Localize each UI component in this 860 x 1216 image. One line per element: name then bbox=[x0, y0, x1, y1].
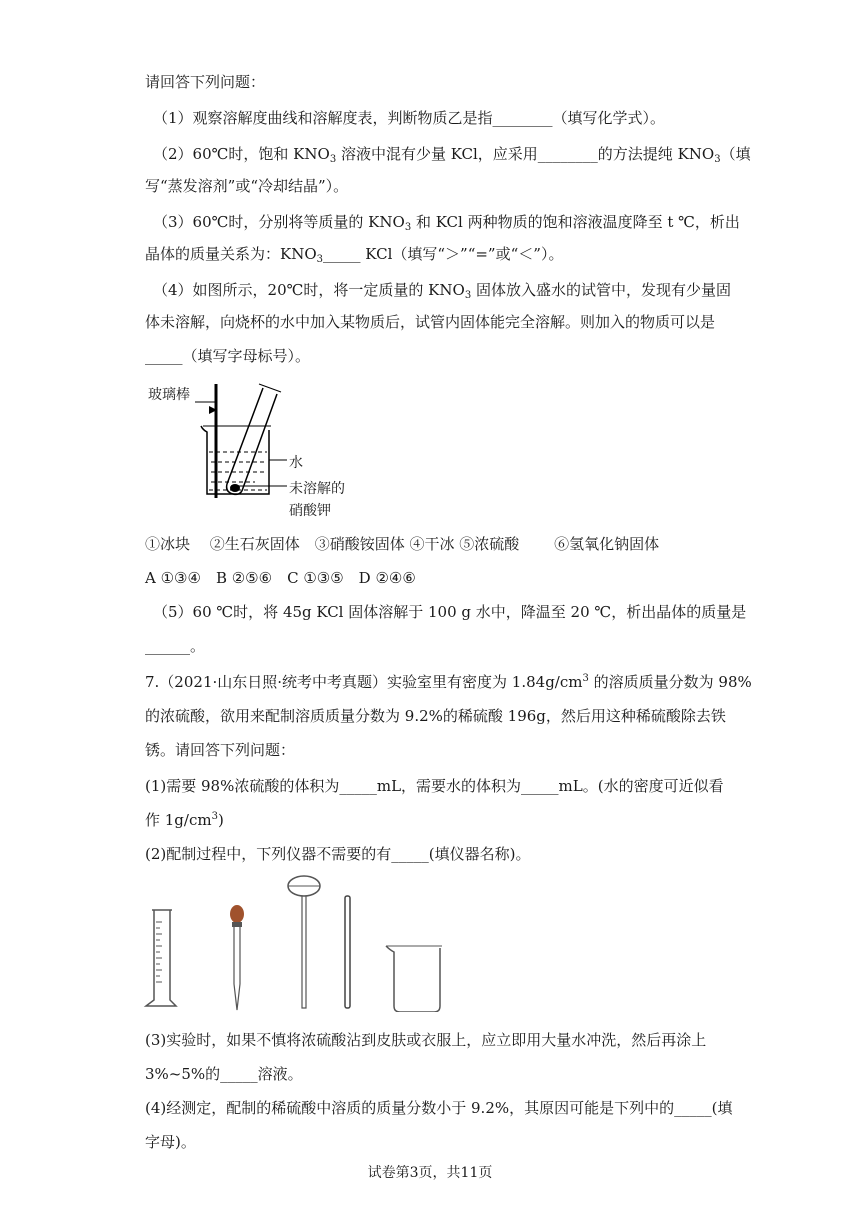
water-label: 水 bbox=[289, 455, 303, 471]
problem-7-q3-line-1: (3)实验时，如果不慎将浓硫酸沾到皮肤或衣服上，应立即用大量水冲洗，然后再涂上 bbox=[145, 1031, 707, 1049]
undissolved-label: 未溶解的 bbox=[289, 481, 345, 497]
graduated-cylinder-icon bbox=[146, 910, 176, 1006]
options-line: ①冰块 ②生石灰固体 ③硝酸铵固体 ④干冰 ⑤浓硫酸 ⑥氢氧化钠固体 bbox=[145, 535, 660, 553]
dropper-icon bbox=[230, 905, 244, 1010]
question-3-line-2: 晶体的质量关系为：$KNO_3\_\_\_\_\_$ KCl（填写“＞”“=”或“＜”）。 bbox=[145, 245, 564, 265]
funnel-icon bbox=[288, 876, 320, 1008]
question-5-line-2: ______。 bbox=[145, 637, 206, 655]
kno3-label: 硝酸钾 bbox=[289, 503, 331, 519]
question-3-line-1: （3）60℃时，分别将等质量的 $KNO_3$ 和 KCl 两种物质的饱和溶液温度降至 t ℃，析出 bbox=[153, 213, 740, 233]
question-5-line-1: （5）60 ℃时，将 45g KCl 固体溶解于 100 g 水中，降温至 20 ℃，析出晶体的质量是 bbox=[153, 603, 747, 621]
beaker-icon bbox=[386, 946, 442, 1012]
problem-7-line-3: 锈。请回答下列问题： bbox=[145, 741, 296, 759]
question-1: （1）观察溶解度曲线和溶解度表，判断物质乙是指________（填写化学式）。 bbox=[153, 109, 666, 127]
question-2-line-1: （2）60℃时，饱和 $KNO_3$ 溶液中混有少量 KCl，应采用________的方法提纯 $KNO_3$（填 bbox=[153, 145, 751, 165]
question-4-line-1: （4）如图所示，20℃时，将一定质量的 $KNO_3$ 固体放入盛水的试管中，发现有少量固 bbox=[153, 281, 731, 301]
problem-7-q4-line-2: 字母)。 bbox=[145, 1133, 196, 1151]
question-4-line-3: _____（填写字母标号）。 bbox=[145, 347, 311, 365]
choices-line: A ①③④ B ②⑤⑥ C ①③⑤ D ②④⑥ bbox=[145, 569, 416, 587]
lab-instruments-figure bbox=[140, 872, 460, 1012]
problem-7-q3-line-2: 3%~5%的_____溶液。 bbox=[145, 1065, 303, 1083]
glass-rod-icon bbox=[345, 896, 350, 1008]
glass-rod-label: 玻璃棒 bbox=[148, 387, 190, 403]
problem-7-line-2: 的浓硫酸，欲用来配制溶质质量分数为 9.2%的稀硫酸 196g，然后用这种稀硫酸除去铁 bbox=[145, 707, 726, 725]
page-footer: 试卷第3页，共11页 bbox=[367, 1165, 493, 1181]
problem-7-q1-line-1: (1)需要 98%浓硫酸的体积为_____mL，需要水的体积为_____mL。(水的密度可近似看 bbox=[145, 777, 724, 795]
problem-7-q2: (2)配制过程中，下列仪器不需要的有_____(填仪器名称)。 bbox=[145, 845, 531, 863]
problem-7-line-1: 7.（2021·山东日照·统考中考真题）实验室里有密度为 $1.84g/cm^3$ 的溶质质量分数为 98% bbox=[145, 673, 752, 691]
problem-7-q4-line-1: (4)经测定，配制的稀硫酸中溶质的质量分数小于 9.2%，其原因可能是下列中的_____(填 bbox=[145, 1099, 733, 1117]
problem-7-q1-line-2: 作 $1g/cm^3$) bbox=[145, 811, 224, 829]
question-2-line-2: 写“蒸发溶剂”或“冷却结晶”）。 bbox=[145, 177, 349, 195]
intro-text: 请回答下列问题： bbox=[145, 73, 266, 91]
question-4-line-2: 体未溶解，向烧杯的水中加入某物质后，试管内固体能完全溶解。则加入的物质可以是 bbox=[145, 313, 716, 331]
